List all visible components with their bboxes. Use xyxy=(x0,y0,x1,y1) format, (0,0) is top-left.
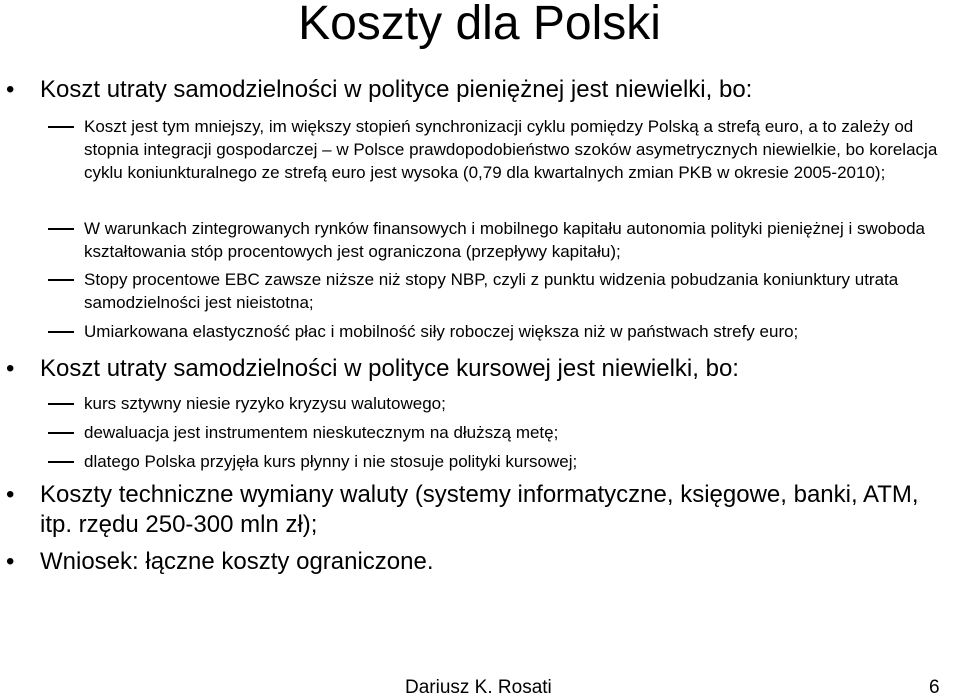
slide-title: Koszty dla Polski xyxy=(298,0,661,50)
sub-bullet-text: W warunkach zintegrowanych rynków finansowych i mobilnego kapitału autonomia polityki pieniężnej i swoboda kształtowania stóp procentowych jest ograniczona (przepływy kapitału); xyxy=(84,219,926,261)
dash-marker xyxy=(48,403,74,405)
dash-marker xyxy=(48,126,74,128)
dash-marker xyxy=(48,279,74,281)
sub-bullet-text: dlatego Polska przyjęła kurs płynny i nie stosuje polityki kursowej; xyxy=(84,452,578,471)
bullet-dot: • xyxy=(6,76,15,103)
sub-bullet-2-2 xyxy=(84,421,956,444)
bullet-dot: • xyxy=(6,481,15,508)
sub-bullet-1-3 xyxy=(84,268,956,314)
sub-bullet-text: Koszt jest tym mniejszy, im większy stopień synchronizacji cyklu pomiędzy Polską a strefą euro, a to zależy od stopnia integracji gospodarczej – w Polsce prawdopodobieństwo szoków asymetrycznych niewielkie, bo korelacja cyklu koniunkturalnego ze strefą euro jest wysoka (0,79 dla kwartalnych zmian PKB w okresie 2005-2010); xyxy=(84,117,938,182)
bullet-4 xyxy=(6,547,950,577)
sub-bullet-1-2 xyxy=(84,217,956,263)
dash-marker xyxy=(48,228,74,230)
bullet-dot: • xyxy=(6,548,15,575)
bullet-3-text: Koszty techniczne wymiany waluty (systemy informatyczne, księgowe, banki, ATM, itp. rzędu 250-300 mln zł); xyxy=(40,481,919,538)
bullet-1 xyxy=(6,75,950,105)
sub-bullet-text: Stopy procentowe EBC zawsze niższe niż stopy NBP, czyli z punktu widzenia pobudzania koniunktury utrata samodzielności jest nieistotna; xyxy=(84,270,899,312)
dash-marker xyxy=(48,461,74,463)
sub-bullet-2-3 xyxy=(84,450,956,473)
sub-bullet-1-4 xyxy=(84,320,956,343)
sub-bullet-text: kurs sztywny niesie ryzyko kryzysu walutowego; xyxy=(84,394,446,413)
bullet-2 xyxy=(6,354,950,384)
page-number: 6 xyxy=(929,677,940,698)
dash-marker xyxy=(48,432,74,434)
sub-bullet-text: dewaluacja jest instrumentem nieskutecznym na dłuższą metę; xyxy=(84,423,559,442)
sub-bullet-text: Umiarkowana elastyczność płac i mobilność siły roboczej większa niż w państwach strefy euro; xyxy=(84,322,799,341)
bullet-1-text: Koszt utraty samodzielności w polityce pieniężnej jest niewielki, bo: xyxy=(40,76,753,103)
bullet-3 xyxy=(6,480,950,540)
dash-marker xyxy=(48,331,74,333)
bullet-2-text: Koszt utraty samodzielności w polityce kursowej jest niewielki, bo: xyxy=(40,355,739,382)
sub-bullet-2-1 xyxy=(84,392,956,415)
bullet-4-text: Wniosek: łączne koszty ograniczone. xyxy=(40,548,434,575)
footer-author: Dariusz K. Rosati xyxy=(405,677,552,698)
sub-bullet-1-1 xyxy=(84,115,956,184)
bullet-dot: • xyxy=(6,355,15,382)
